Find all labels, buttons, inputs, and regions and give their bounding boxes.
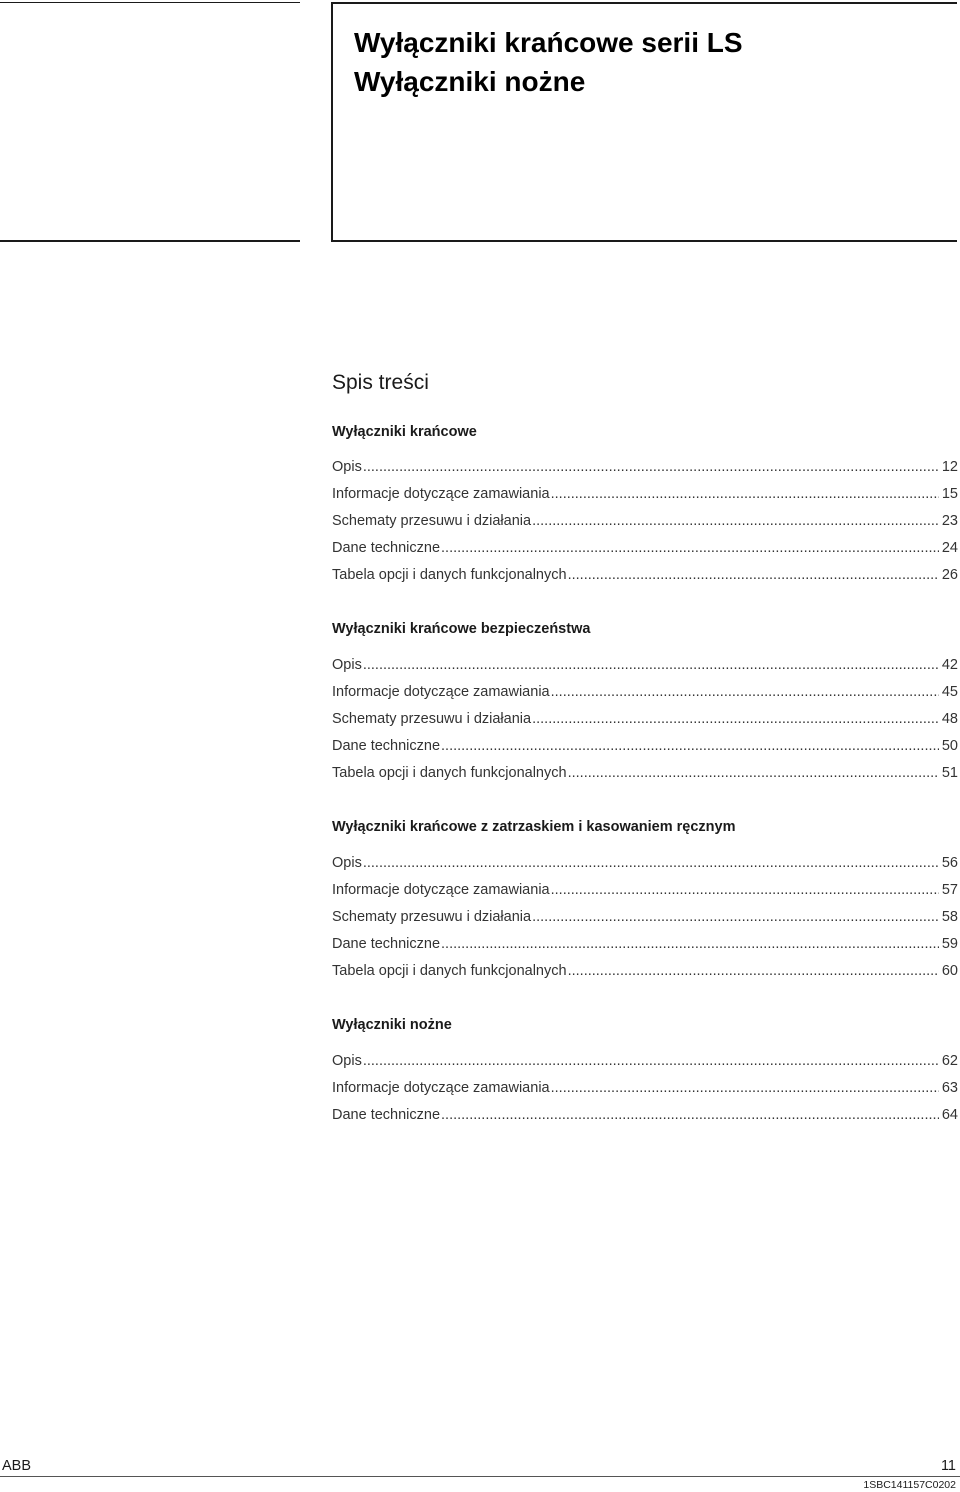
title-box [331, 2, 957, 242]
top-left-rule [0, 2, 300, 3]
toc-entry[interactable] [332, 935, 958, 953]
page-title-line-1: Wyłączniki krańcowe serii LS [354, 27, 743, 58]
toc-entry-page: 48 [941, 711, 958, 727]
toc-entry[interactable] [332, 683, 958, 701]
leader-dots [363, 656, 939, 674]
toc-entry-label: Opis [332, 855, 362, 871]
leader-dots [551, 485, 939, 503]
toc-entry-page: 15 [941, 486, 958, 502]
toc-entry-label: Tabela opcji i danych funkcjonalnych [332, 567, 567, 583]
toc-heading: Spis treści [332, 371, 429, 394]
footer-doc-code: 1SBC141157C0202 [863, 1479, 956, 1491]
toc-entry-page: 59 [941, 936, 958, 952]
toc-entry[interactable] [332, 908, 958, 926]
leader-dots [441, 1106, 939, 1124]
leader-dots [568, 566, 939, 584]
toc-entry[interactable] [332, 710, 958, 728]
toc-entry-page: 45 [941, 684, 958, 700]
toc-entry-label: Informacje dotyczące zamawiania [332, 486, 550, 502]
toc-entry[interactable] [332, 458, 958, 476]
toc-entry-page: 26 [941, 567, 958, 583]
leader-dots [551, 881, 939, 899]
leader-dots [551, 1079, 939, 1097]
toc-entry-page: 51 [941, 765, 958, 781]
toc-entry[interactable] [332, 512, 958, 530]
toc-section-title: Wyłączniki nożne [332, 1017, 452, 1033]
toc-entry-label: Dane techniczne [332, 1107, 441, 1123]
toc-entry-page: 50 [941, 738, 958, 754]
toc-entry-page: 62 [941, 1053, 958, 1069]
toc-entry-page: 42 [941, 657, 958, 673]
toc-entry[interactable] [332, 962, 958, 980]
leader-dots [441, 539, 939, 557]
toc-entry[interactable] [332, 656, 958, 674]
toc-entry-label: Dane techniczne [332, 936, 441, 952]
footer-brand: ABB [2, 1458, 32, 1474]
toc-entry-page: 63 [941, 1080, 958, 1096]
page-title-line-2: Wyłączniki nożne [354, 66, 586, 97]
toc-entry[interactable] [332, 485, 958, 503]
toc-entry-label: Schematy przesuwu i działania [332, 513, 532, 529]
toc-entry-label: Tabela opcji i danych funkcjonalnych [332, 963, 567, 979]
toc-entry-label: Opis [332, 1053, 362, 1069]
toc-entry[interactable] [332, 881, 958, 899]
toc-entry-label: Opis [332, 657, 362, 673]
toc-entry[interactable] [332, 737, 958, 755]
toc-entry-page: 12 [941, 459, 958, 475]
toc-section-title: Wyłączniki krańcowe bezpieczeństwa [332, 621, 591, 637]
toc-entry-label: Informacje dotyczące zamawiania [332, 882, 550, 898]
leader-dots [568, 764, 939, 782]
toc-entry-page: 56 [941, 855, 958, 871]
toc-entry-label: Informacje dotyczące zamawiania [332, 1080, 550, 1096]
footer-page-number: 11 [940, 1458, 956, 1474]
leader-dots [532, 908, 939, 926]
toc-entry-page: 23 [941, 513, 958, 529]
toc-entry-page: 57 [941, 882, 958, 898]
toc-entry[interactable] [332, 1079, 958, 1097]
toc-entry-label: Opis [332, 459, 362, 475]
leader-dots [441, 935, 939, 953]
toc-entry[interactable] [332, 1052, 958, 1070]
toc-entry-page: 60 [941, 963, 958, 979]
toc-entry-page: 64 [941, 1107, 958, 1123]
toc-entry-label: Informacje dotyczące zamawiania [332, 684, 550, 700]
toc-entry-label: Dane techniczne [332, 738, 441, 754]
toc-entry[interactable] [332, 566, 958, 584]
footer-rule [0, 1476, 960, 1477]
toc-entry-page: 58 [941, 909, 958, 925]
toc-entry-label: Dane techniczne [332, 540, 441, 556]
toc-entry-label: Schematy przesuwu i działania [332, 711, 532, 727]
toc-entry[interactable] [332, 539, 958, 557]
toc-entry-page: 24 [941, 540, 958, 556]
mid-left-rule [0, 240, 300, 242]
leader-dots [532, 710, 939, 728]
leader-dots [363, 1052, 939, 1070]
leader-dots [441, 737, 939, 755]
toc-section-title: Wyłączniki krańcowe z zatrzaskiem i kasowaniem ręcznym [332, 819, 736, 835]
leader-dots [363, 854, 939, 872]
leader-dots [363, 458, 939, 476]
toc-section-title: Wyłączniki krańcowe [332, 424, 477, 440]
toc-entry-label: Tabela opcji i danych funkcjonalnych [332, 765, 567, 781]
toc-entry[interactable] [332, 764, 958, 782]
leader-dots [568, 962, 939, 980]
leader-dots [551, 683, 939, 701]
toc-entry-label: Schematy przesuwu i działania [332, 909, 532, 925]
leader-dots [532, 512, 939, 530]
toc-entry[interactable] [332, 1106, 958, 1124]
toc-entry[interactable] [332, 854, 958, 872]
